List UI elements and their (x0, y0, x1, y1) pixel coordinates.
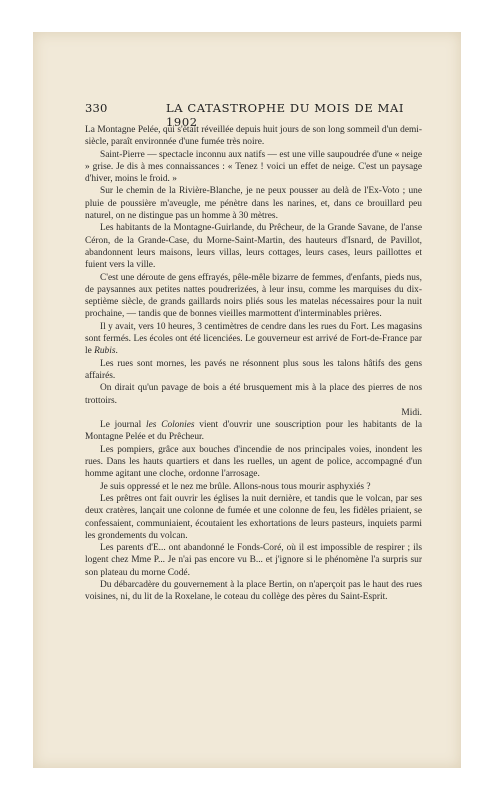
running-title: LA CATASTROPHE DU MOIS DE MAI 1902 (166, 101, 405, 129)
paragraph: Je suis oppressé et le nez me brûle. Allons-nous tous mourir asphyxiés ? (100, 481, 371, 492)
paragraph-text: Le journal (100, 420, 146, 431)
paragraph-text: Il y avait, vers 10 heures, 3 centimètres de cendre dans les rues du Fort. Les magasins sont fermés. Les écoles ont été licenciées. Le gouverneur est arrivé de Fort-de-France par le (85, 321, 422, 357)
newspaper-title: les Colonies (146, 420, 195, 431)
paragraph: Du débarcadère du gouvernement à la place Bertin, on n'aperçoit pas le haut des rues voisines, ni, du lit de la Roxelane, le coteau du collège des pères du Saint-Esprit. (85, 579, 422, 603)
body-text (85, 124, 422, 604)
paragraph-text: . (115, 346, 118, 357)
paragraph: La Montagne Pelée, qui s'était réveillée depuis huit jours de son long sommeil d'un demi-siècle, paraît environnée d'une fumée très noire. (85, 125, 422, 148)
paragraph: Les habitants de la Montagne-Guirlande, du Prêcheur, de la Grande Savane, de l'anse Céron, de la Grande-Case, du Morne-Saint-Martin, des hauteurs d'Isnard, de Pavillot, abandonnent leurs maisons, leurs villas, leurs cottages, leurs cases, leurs paillottes et fuient vers la ville. (85, 223, 422, 271)
paragraph: Les rues sont mornes, les pavés ne résonnent plus sous les talons hâtifs des gens affairés. (85, 358, 422, 381)
paragraph: Les pompiers, grâce aux bouches d'incendie de nos principales voies, inondent les rues. Dans les hauts quartiers et dans les ruelles, un agent de police, accompagné d'un homme agitant une cloche, ordonne l'arrosage. (85, 444, 422, 480)
ship-name: Rubis (94, 346, 116, 357)
paragraph: Sur le chemin de la Rivière-Blanche, je ne peux pousser au delà de l'Ex-Voto ; une pluie de poussière m'aveugle, me pénètre dans les narines, et, dans ce brouillard peu naturel, on ne distingue pas un homme à 30 mètres. (85, 186, 422, 222)
time-heading: Midi. (401, 407, 422, 418)
paragraph: On dirait qu'un pavage de bois a été brusquement mis à la place des pierres de nos trottoirs. (85, 383, 422, 406)
paragraph-text: vient d'ouvrir une souscription pour les habitants de la Montagne Pelée et du Prêcheur. (85, 420, 422, 443)
paragraph: C'est une déroute de gens effrayés, pêle-mêle bizarre de femmes, d'enfants, pieds nus, de paysannes aux petites nattes poudrerizées, à leur insu, comme les marquises du dix-septième siècle, de grands gaillards noirs pliés sous les matelas nécessaires pour la nuit prochaine, — tandis que de bonnes vieilles marmottent d'interminables prières. (85, 272, 422, 320)
paragraph: Les prêtres ont fait ouvrir les églises la nuit dernière, et tandis que le volcan, par ses deux cratères, lançait une colonne de fumée et une colonne de feu, les fidèles priaient, se confessaient, communiaient, écoutaient les exhortations de leurs pasteurs, inquiets parmi les grondements du volcan. (85, 493, 422, 541)
paragraph (85, 321, 422, 358)
paragraph: Les parents d'E... ont abandonné le Fonds-Coré, où il est impossible de respirer ; ils logent chez Mme P... Je n'ai pas encore vu B... et j'ignore si le phénomène l'a surpris sur son plateau du morne Codé. (85, 543, 422, 578)
paragraph: Saint-Pierre — spectacle inconnu aux natifs — est une ville saupoudrée d'une « neige » grise. Je dis à mes connaissances : « Tenez ! voici un effet de neige. C'est un paysage d'hiver, moins le froid. » (85, 149, 422, 185)
page-number: 330 (85, 101, 108, 115)
paragraph (85, 419, 422, 444)
